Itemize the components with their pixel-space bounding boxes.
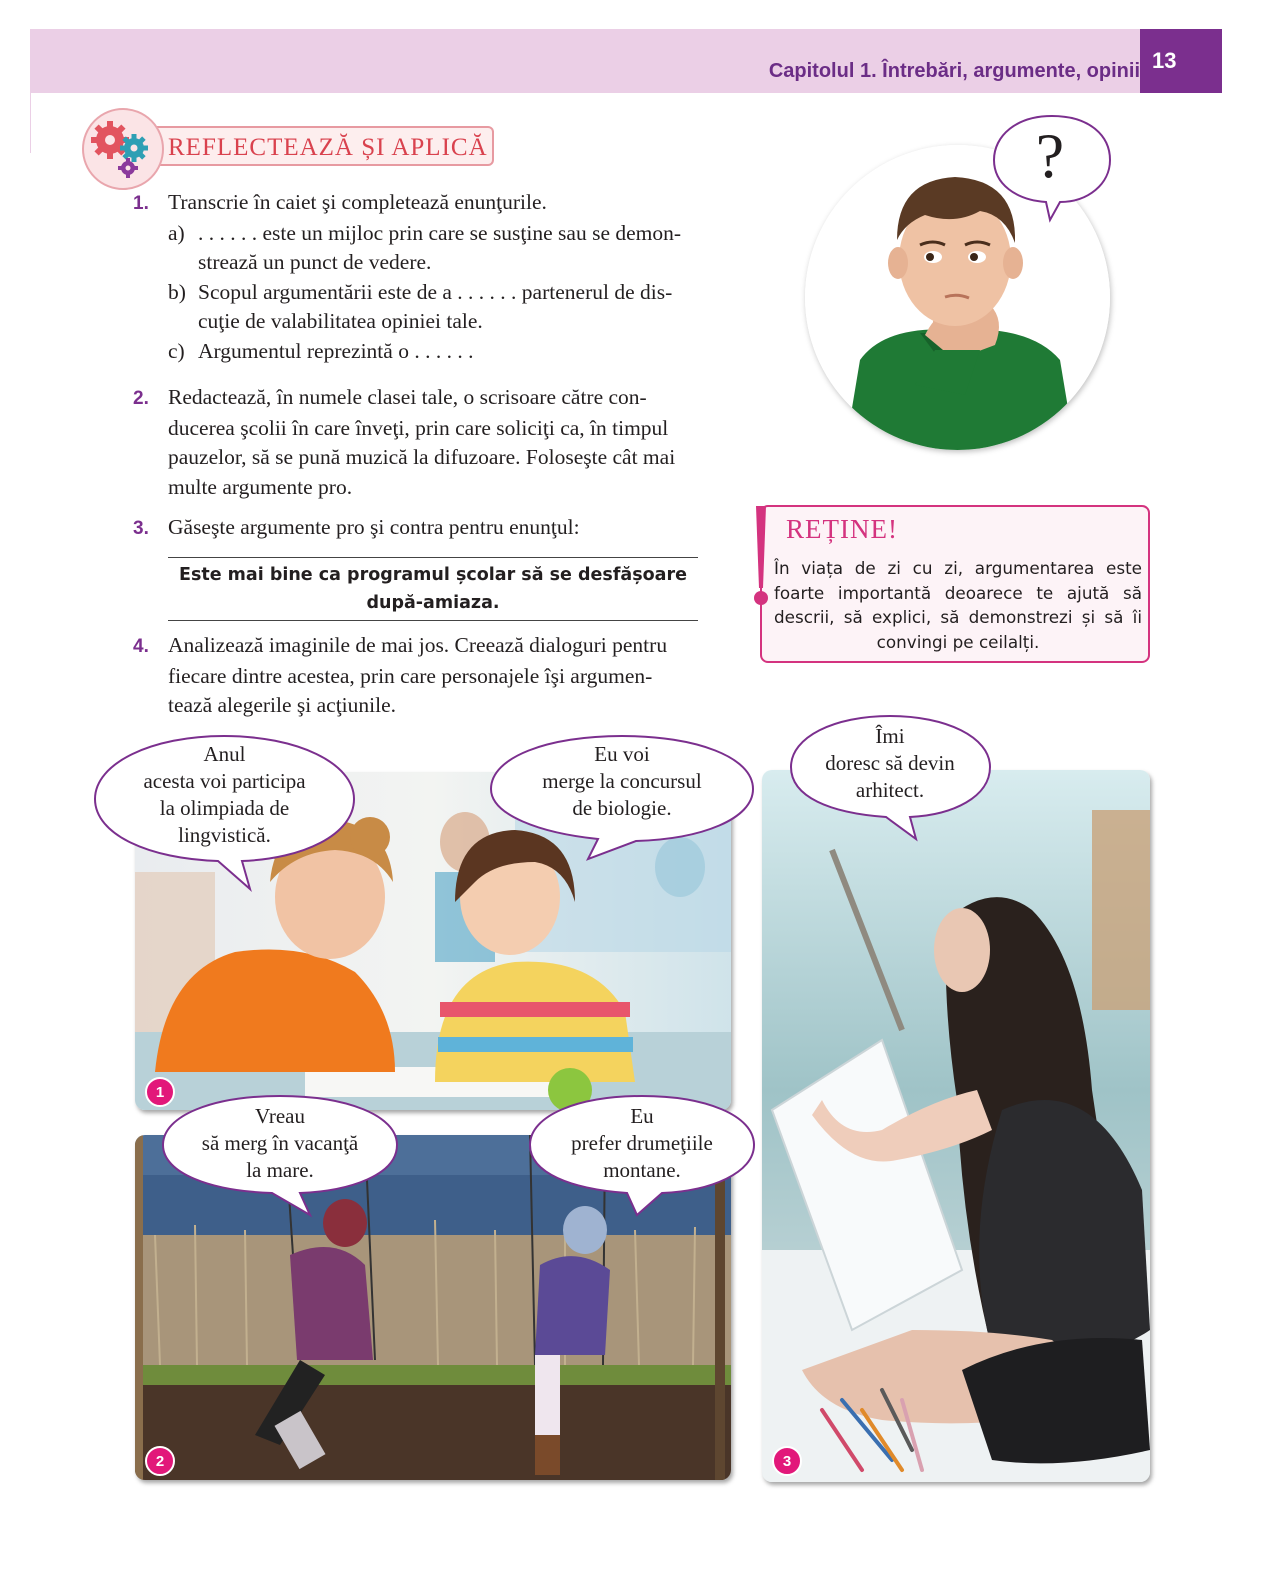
exercise-3: 3. Găseşte argumente pro şi contra pentru enunţul: — [133, 513, 733, 544]
chapter-title: Capitolul 1. Întrebări, argumente, opinii — [768, 60, 1140, 82]
exercise-number: 3. — [133, 518, 149, 539]
photo-number: 3 — [772, 1446, 802, 1476]
question-mark: ? — [1035, 120, 1065, 191]
statement: Este mai bine ca programul școlar să se desfășoare după-amiaza. — [178, 565, 687, 613]
photo-number: 1 — [145, 1077, 175, 1107]
gears-icon — [82, 108, 164, 190]
exercise-number: 4. — [133, 636, 149, 657]
exercise-number: 1. — [133, 193, 149, 214]
divider — [168, 557, 698, 558]
photo-drawing — [762, 770, 1150, 1482]
retine-text: În viața de zi cu zi, argumentarea este foarte importantă deoarece te ajută să descrii, să explici, să demonstrezi și să îi convingi pe ceilalți. — [774, 558, 1142, 652]
margin-line — [30, 93, 31, 153]
exercise-2: 2. Redactează, în numele clasei tale, o scrisoare către con- ducerea şcolii în care înveţi, prin care soliciţi ca, în timpul pauzelor, să se pună muzică la difuzoare. Foloseşte cât mai multe argumente pro. — [133, 385, 676, 499]
exercise-1: 1. Transcrie în caiet şi completează enunţurile. a) . . . . . . este un mijloc prin care se susţine sau se demon- strează un punct de vedere. b) Scopul argumentării este de a . . . . . . partenerul de dis- cuţie de valabilitatea opiniei tale. c) Argumentul reprezintă o . . . . . . — [133, 190, 682, 363]
page-number: 13 — [1140, 29, 1222, 93]
photo-number: 2 — [145, 1446, 175, 1476]
retine-title: REȚINE! — [786, 514, 898, 544]
exercise-number: 2. — [133, 388, 149, 409]
exercise-text: Transcrie în caiet şi completează enunţurile. — [168, 190, 547, 214]
section-title: REFLECTEAZĂ ȘI APLICĂ — [168, 134, 488, 161]
exercise-4: 4. Analizează imaginile de mai jos. Creează dialoguri pentru fiecare dintre acestea, prin care personajele îşi argumen- tează alegerile şi acţiunile. — [133, 633, 668, 717]
divider — [168, 620, 698, 621]
exclamation-dot-icon — [754, 591, 768, 605]
